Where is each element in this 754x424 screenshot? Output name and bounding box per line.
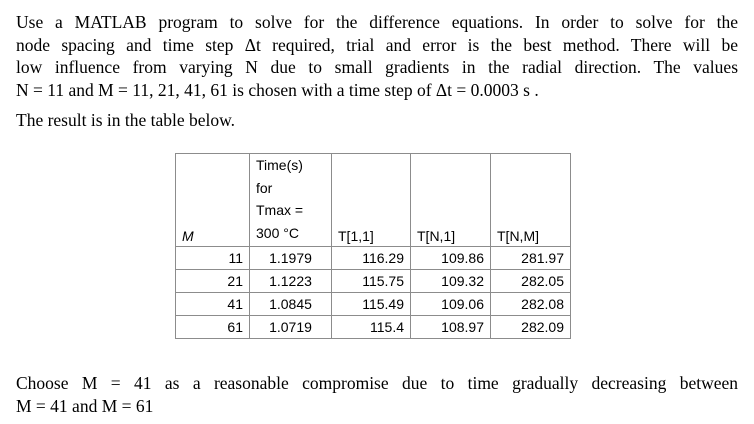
cell-tn1: 109.32	[411, 270, 491, 293]
intro-paragraph	[16, 11, 738, 101]
header-m-label: M	[182, 228, 194, 244]
cell-tnm: 282.05	[491, 270, 571, 293]
header-tnm: T[N,M]	[491, 154, 571, 247]
cell-tn1: 109.06	[411, 293, 491, 316]
intro-line-4: N = 11 and M = 11, 21, 41, 61 is chosen with a time step of Δt = 0.0003 s .	[16, 79, 539, 100]
intro-line-3: low influence from varying N due to small gradients in the radial direction. The values	[16, 57, 738, 77]
header-time	[250, 154, 332, 247]
intro-line-1: Use a MATLAB program to solve for the difference equations. In order to solve for the	[16, 12, 738, 32]
table-row	[176, 316, 571, 339]
header-time-line-1: Time(s)	[256, 157, 303, 173]
cell-m: 21	[176, 270, 250, 293]
result-note: The result is in the table below.	[16, 110, 236, 130]
table-row	[176, 270, 571, 293]
cell-tn1: 108.97	[411, 316, 491, 339]
cell-time: 1.0845	[250, 293, 332, 316]
cell-t11: 115.75	[332, 270, 411, 293]
cell-tnm: 282.08	[491, 293, 571, 316]
table-row	[176, 293, 571, 316]
cell-tn1: 109.86	[411, 247, 491, 270]
table-header-row	[176, 154, 571, 247]
cell-m: 11	[176, 247, 250, 270]
cell-t11: 115.4	[332, 316, 411, 339]
header-time-line-2: for	[256, 179, 273, 196]
cell-m: 41	[176, 293, 250, 316]
cell-t11: 116.29	[332, 247, 411, 270]
cell-time: 1.1223	[250, 270, 332, 293]
cell-time: 1.0719	[250, 316, 332, 339]
cell-m: 61	[176, 316, 250, 339]
header-tn1: T[N,1]	[411, 154, 491, 247]
conclusion-paragraph	[16, 372, 738, 417]
cell-time: 1.1979	[250, 247, 332, 270]
results-table	[175, 153, 571, 339]
header-t11: T[1,1]	[332, 154, 411, 247]
cell-tnm: 281.97	[491, 247, 571, 270]
conclusion-line-2: M = 41 and M = 61	[16, 395, 154, 416]
conclusion-line-1: Choose M = 41 as a reasonable compromise due to time gradually decreasing between	[16, 373, 738, 393]
cell-t11: 115.49	[332, 293, 411, 316]
intro-line-2: node spacing and time step Δt required, trial and error is the best method. There will be	[16, 34, 738, 55]
header-time-line-4: 300 °C	[256, 224, 299, 241]
header-time-line-3: Tmax =	[256, 202, 304, 218]
header-m	[176, 154, 250, 247]
table-row	[176, 247, 571, 270]
cell-tnm: 282.09	[491, 316, 571, 339]
